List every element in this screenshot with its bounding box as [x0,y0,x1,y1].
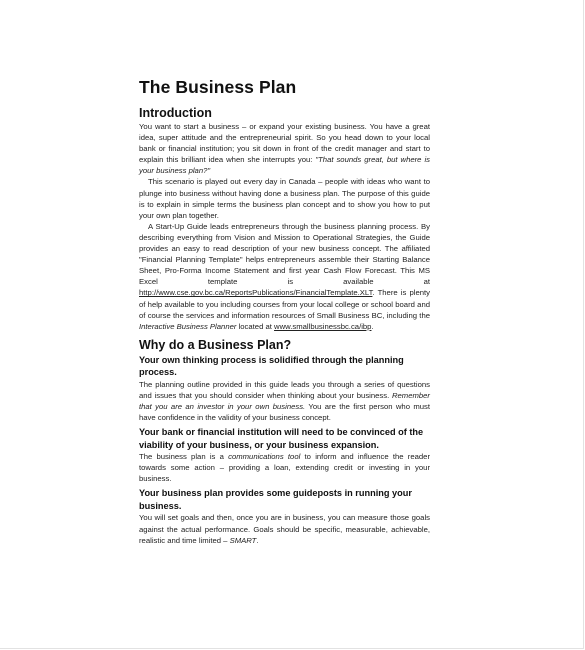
intro-paragraph-3-part-d: . [371,321,374,331]
section-3-part-b: . [256,535,259,545]
section-1-heading: Your own thinking process is solidified through the planning process. [139,354,404,378]
section-3-part-a: You will set goals and then, once you are in business, you can measure those goals against the actual performance. Goals should be specific, measurable, achievable, realistic and time limited – [139,513,430,545]
section-2-heading: Your bank or financial institution will need to be convinced of the viability of your business, or your business expansion. [139,427,424,450]
section-2-part-a: The business plan is a [139,452,229,462]
interactive-business-planner-text: Interactive Business Planner [139,321,237,331]
page-title: The Business Plan [139,77,297,97]
section-2-part-b: to inform and influence the reader towards some action – providing a loan, extending credit or investing in your business. [139,452,430,484]
introduction-heading: Introduction [139,106,212,120]
smallbusinessbc-link[interactable]: www.smallbusinessbc.ca/ibp [274,321,372,331]
section-2-italic: communications tool [228,452,301,462]
section-3-heading: Your business plan provides some guideposts in running your business. [139,488,412,511]
intro-paragraph-3-part-a: A Start-Up Guide leads entrepreneurs through the business planning process. By describing everything from Vision and Mission to Operational Strategies, the Guide provides an easy to read description of your new business concept. The affiliated "Financial Planning Template" helps entrepreneurs assemble their Starting Balance Sheet, Pro-Forma Income Statement and first year Cash Flow Forecast. This MS Excel template is available at [139,221,430,287]
intro-paragraph-1-quote: "That sounds great, but where is your business plan?" [139,155,430,176]
intro-paragraph-3-part-c: located at [236,321,275,331]
section-1-part-a: The planning outline provided in this guide leads you through a series of questions and issues that you should consider when thinking about your business. [139,379,430,400]
page-content [139,76,430,546]
section-3-paragraph [139,512,430,545]
section-1-paragraph [139,379,430,423]
intro-paragraph-2: This scenario is played out every day in Canada – people with ideas who want to plunge into business without having done a business plan. The purpose of this guide is to explain in simple terms the business plan concept and to show you how to put your own plan together. [139,177,430,220]
section-3-italic: SMART [229,535,257,545]
section-2-paragraph [139,451,430,484]
section-1-part-b: You are the first person who must have confidence in the validity of your business concept. [139,401,431,423]
section-1-italic: Remember that you are an investor in your own business. [139,390,430,411]
intro-paragraph-3-part-b: . There is plenty of help available to you including courses from your local college or school board and of course the services and information resources of Small Business BC, including the [139,288,430,320]
intro-paragraph-1 [139,121,430,176]
financial-template-link[interactable]: http://www.cse.gov.bc.ca/ReportsPublications/FinancialTemplate.XLT [139,288,373,298]
intro-paragraph-3 [139,221,430,332]
why-heading: Why do a Business Plan? [139,337,292,352]
intro-paragraph-1-text: You want to start a business – or expand your existing business. You have a great idea, super attitude and the entrepreneurial spirit. So you head down to your local bank or financial institution; you sit down in front of the credit manager and start to explain this brilliant idea when she interrupts you: [139,122,430,165]
